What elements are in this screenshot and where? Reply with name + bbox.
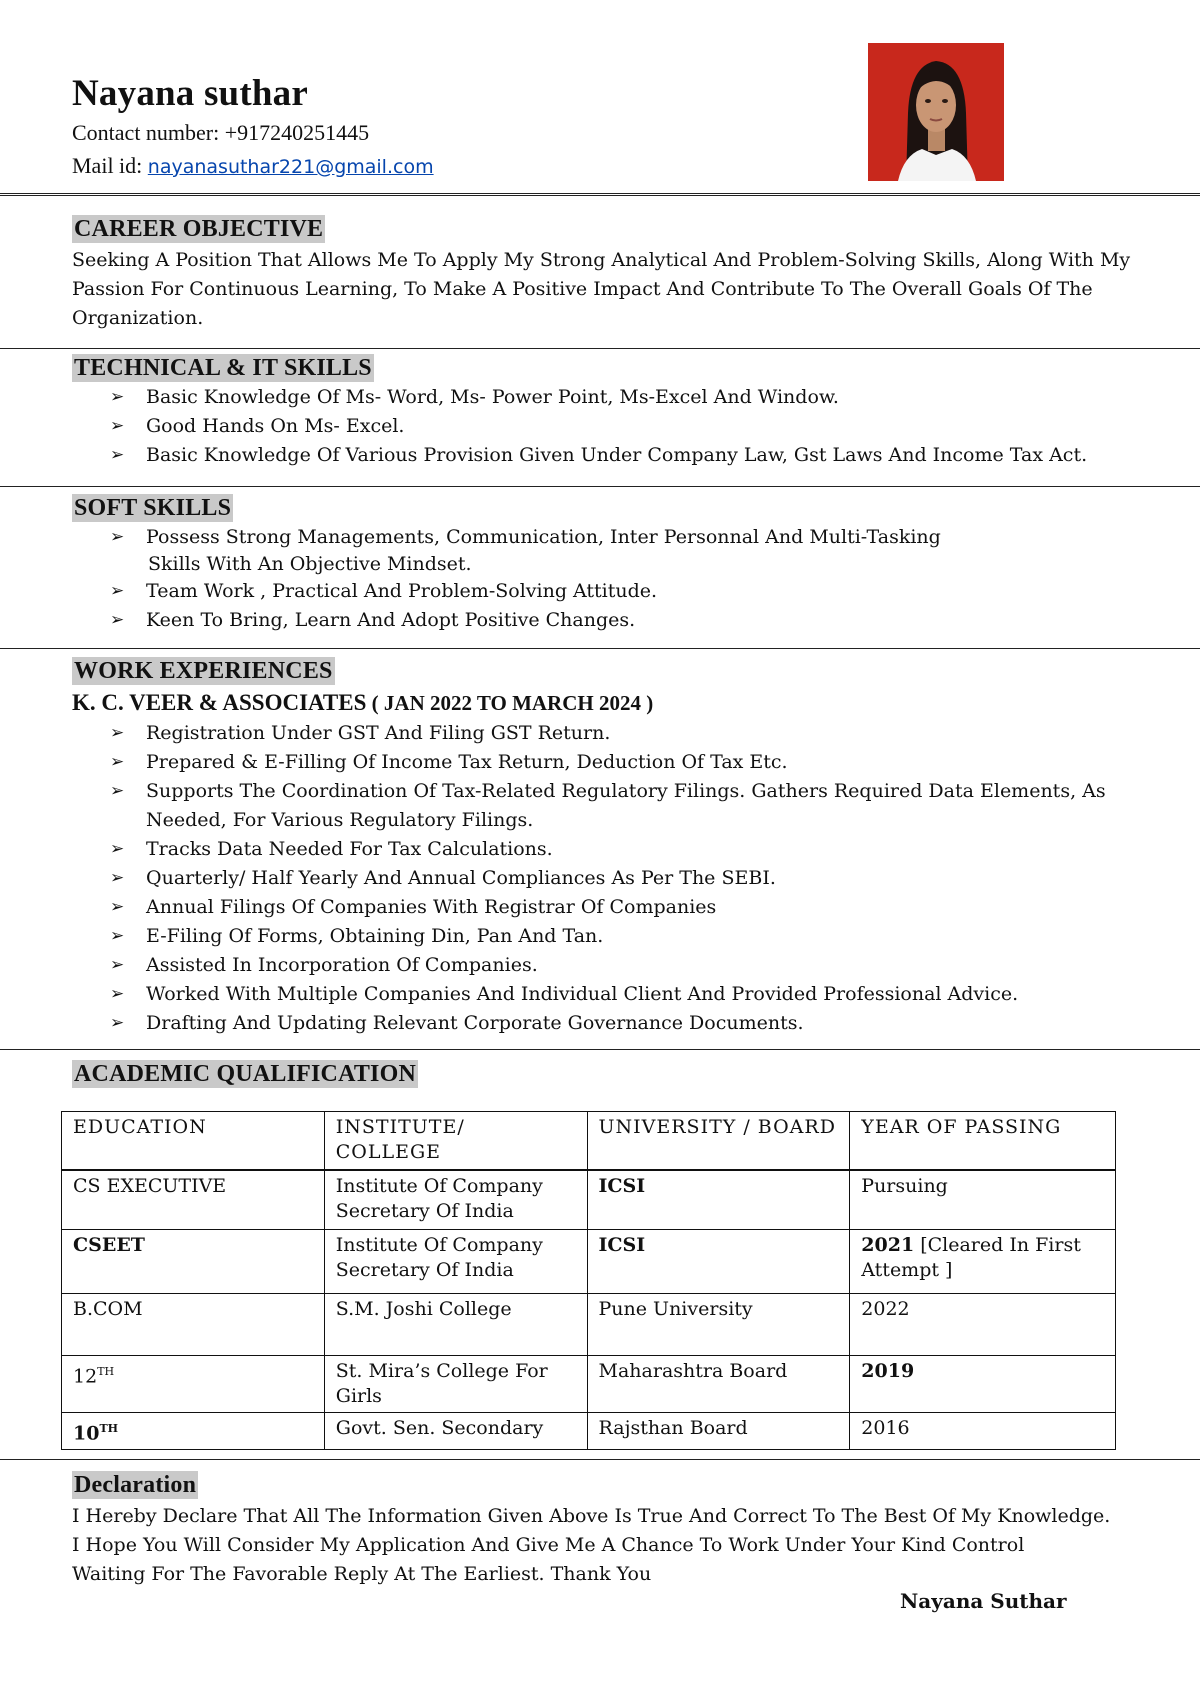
column-header: INSTITUTE/ COLLEGE (324, 1112, 587, 1170)
education-table (61, 1111, 1116, 1450)
year-cell: Pursuing (850, 1170, 1116, 1230)
section-divider (0, 1459, 1200, 1460)
table-row (62, 1170, 1116, 1230)
section-divider (0, 486, 1200, 487)
employment-period: ( JAN 2022 TO MARCH 2024 ) (366, 691, 654, 715)
education-cell: CSEET (62, 1230, 325, 1294)
list-item-text: Registration Under GST And Filing GST Return. (146, 722, 611, 744)
list-item (110, 412, 1140, 441)
work-experience-heading: WORK EXPERIENCES (74, 658, 333, 684)
arrowhead-bullet-icon: ➢ (110, 527, 125, 547)
list-item-text: Worked With Multiple Companies And Individual Client And Provided Professional Advice. (146, 983, 1019, 1005)
list-item (110, 606, 1140, 635)
table-header-row (62, 1112, 1116, 1170)
education-value: 10 (73, 1422, 100, 1445)
technical-skills-list (110, 383, 1140, 470)
list-item (110, 835, 1140, 864)
year-value: 2021 (861, 1234, 915, 1256)
declaration-line: I Hope You Will Consider My Application And Give Me A Chance To Work Under Your Kind Control (72, 1534, 1025, 1556)
list-item (110, 951, 1140, 980)
list-item (110, 523, 1140, 577)
board-cell: Rajsthan Board (587, 1413, 850, 1450)
arrowhead-bullet-icon: ➢ (110, 416, 125, 436)
signature-name: Nayana Suthar (900, 1589, 1067, 1613)
education-superscript: TH (99, 1422, 119, 1435)
contact-line (72, 120, 369, 146)
board-cell: Pune University (587, 1294, 850, 1356)
list-item (110, 922, 1140, 951)
declaration-text (72, 1502, 1132, 1589)
arrowhead-bullet-icon: ➢ (110, 897, 125, 917)
list-item-text: Annual Filings Of Companies With Registrar Of Companies (146, 896, 717, 918)
soft-skills-list (110, 523, 1140, 635)
candidate-name: Nayana suthar (72, 73, 308, 114)
list-item-text: Tracks Data Needed For Tax Calculations. (146, 838, 553, 860)
arrowhead-bullet-icon: ➢ (110, 445, 125, 465)
section-divider (0, 348, 1200, 349)
list-item-text: Drafting And Updating Relevant Corporate Governance Documents. (146, 1012, 804, 1034)
list-item (110, 748, 1140, 777)
soft-skills-heading: SOFT SKILLS (74, 495, 232, 521)
list-item (110, 1009, 1140, 1038)
list-item (110, 980, 1140, 1009)
year-note: [Cleared In First Attempt ] (861, 1234, 1081, 1281)
education-cell (62, 1413, 325, 1450)
institute-cell: Institute Of Company Secretary Of India (324, 1230, 587, 1294)
column-header: YEAR OF PASSING (850, 1112, 1116, 1170)
declaration-line: I Hereby Declare That All The Information Given Above Is True And Correct To The Best Of My Knowledge. (72, 1505, 1111, 1527)
table-row (62, 1294, 1116, 1356)
institute-cell: Institute Of Company Secretary Of India (324, 1170, 587, 1230)
academic-qualification-heading: ACADEMIC QUALIFICATION (74, 1061, 416, 1087)
institute-cell: St. Mira’s College For Girls (324, 1356, 587, 1413)
list-item-text: Possess Strong Managements, Communication, Inter Personnal And Multi-Tasking (146, 526, 941, 548)
list-item (110, 777, 1140, 835)
list-item-text: Basic Knowledge Of Various Provision Given Under Company Law, Gst Laws And Income Tax Act. (146, 444, 1088, 466)
list-item (110, 383, 1140, 412)
list-item-text: Keen To Bring, Learn And Adopt Positive Changes. (146, 609, 636, 631)
list-item-text: E-Filing Of Forms, Obtaining Din, Pan And Tan. (146, 925, 604, 947)
arrowhead-bullet-icon: ➢ (110, 723, 125, 743)
contact-number: +917240251445 (224, 120, 370, 145)
arrowhead-bullet-icon: ➢ (110, 387, 125, 407)
arrowhead-bullet-icon: ➢ (110, 868, 125, 888)
section-divider (0, 648, 1200, 649)
column-header: EDUCATION (62, 1112, 325, 1170)
list-item (110, 441, 1140, 470)
arrowhead-bullet-icon: ➢ (110, 581, 125, 601)
list-item-text: Good Hands On Ms- Excel. (146, 415, 405, 437)
year-cell: 2016 (850, 1413, 1116, 1450)
company-name: K. C. VEER & ASSOCIATES (72, 690, 367, 715)
board-cell: Maharashtra Board (587, 1356, 850, 1413)
arrowhead-bullet-icon: ➢ (110, 955, 125, 975)
board-cell: ICSI (587, 1170, 850, 1230)
table-row (62, 1230, 1116, 1294)
list-item-text: Basic Knowledge Of Ms- Word, Ms- Power Point, Ms-Excel And Window. (146, 386, 839, 408)
arrowhead-bullet-icon: ➢ (110, 984, 125, 1004)
list-item-text: Supports The Coordination Of Tax-Related Regulatory Filings. Gathers Required Data Elements, As Needed, For Various Regulatory Filings. (146, 780, 1106, 831)
list-item (110, 719, 1140, 748)
mail-label: Mail id: (72, 153, 148, 178)
year-cell (850, 1230, 1116, 1294)
list-item-continuation: Skills With An Objective Mindset. (148, 553, 472, 575)
career-objective-heading: CAREER OBJECTIVE (74, 216, 324, 242)
arrowhead-bullet-icon: ➢ (110, 926, 125, 946)
education-cell (62, 1356, 325, 1413)
section-divider (0, 1049, 1200, 1050)
list-item (110, 577, 1140, 606)
company-title (72, 690, 653, 716)
list-item-text: Assisted In Incorporation Of Companies. (146, 954, 538, 976)
technical-skills-heading: TECHNICAL & IT SKILLS (74, 355, 372, 381)
education-superscript: TH (97, 1365, 115, 1378)
contact-label: Contact number: (72, 120, 225, 145)
career-objective-text: Seeking A Position That Allows Me To Apply My Strong Analytical And Problem-Solving Skills, Along With My Passion For Continuous Learning, To Make A Positive Impact And Contribute To The Overall Goals Of The Organization. (72, 249, 1131, 329)
table-row (62, 1356, 1116, 1413)
declaration-line: Waiting For The Favorable Reply At The Earliest. Thank You (72, 1563, 652, 1585)
institute-cell: Govt. Sen. Secondary (324, 1413, 587, 1450)
education-cell: CS EXECUTIVE (62, 1170, 325, 1230)
education-value: 12 (73, 1365, 98, 1388)
declaration-heading: Declaration (74, 1472, 197, 1498)
list-item-text: Team Work , Practical And Problem-Solving Attitude. (146, 580, 658, 602)
arrowhead-bullet-icon: ➢ (110, 610, 125, 630)
board-cell: ICSI (587, 1230, 850, 1294)
education-cell: B.COM (62, 1294, 325, 1356)
year-cell: 2022 (850, 1294, 1116, 1356)
profile-photo (868, 43, 1004, 181)
arrowhead-bullet-icon: ➢ (110, 839, 125, 859)
list-item-text: Quarterly/ Half Yearly And Annual Compliances As Per The SEBI. (146, 867, 776, 889)
institute-cell: S.M. Joshi College (324, 1294, 587, 1356)
header-divider (0, 193, 1200, 199)
work-experience-list (110, 719, 1140, 1038)
email-link[interactable]: nayanasuthar221@gmail.com (147, 156, 434, 178)
list-item-text: Prepared & E-Filling Of Income Tax Return, Deduction Of Tax Etc. (146, 751, 788, 773)
arrowhead-bullet-icon: ➢ (110, 1013, 125, 1033)
arrowhead-bullet-icon: ➢ (110, 752, 125, 772)
mail-line (72, 153, 434, 179)
table-row (62, 1413, 1116, 1450)
list-item (110, 893, 1140, 922)
arrowhead-bullet-icon: ➢ (110, 781, 125, 801)
list-item (110, 864, 1140, 893)
year-cell: 2019 (850, 1356, 1116, 1413)
column-header: UNIVERSITY / BOARD (587, 1112, 850, 1170)
